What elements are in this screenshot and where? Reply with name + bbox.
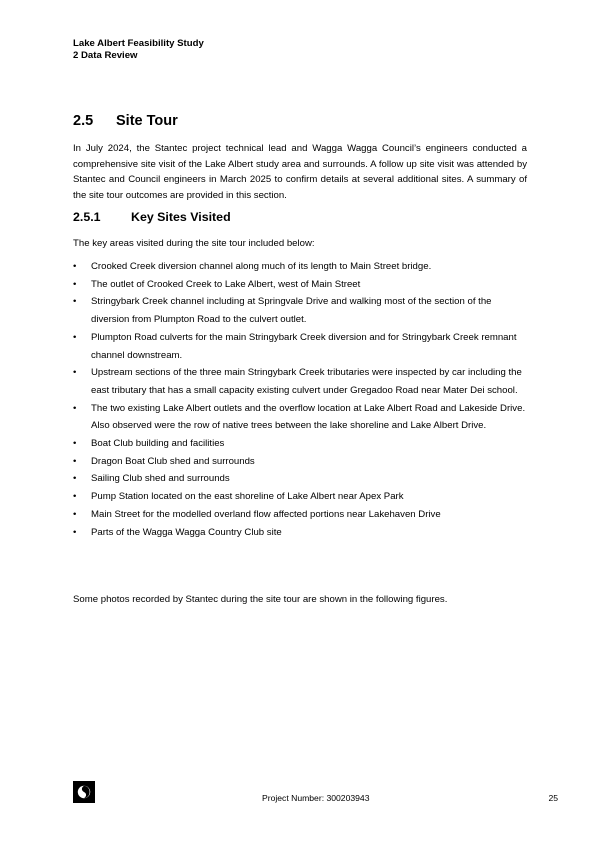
bullet-icon: •: [73, 508, 77, 520]
bullet-icon: •: [73, 473, 77, 485]
list-item: [73, 329, 527, 364]
section-intro-paragraph: In July 2024, the Stantec project technical lead and Wagga Wagga Council’s engineers conducted a comprehensive site visit of the Lake Albert study area and surrounds. A follow up site visit was attended by Stantec and Council engineers in March 2025 to confirm details at several additional sites. A summary of the site tour outcomes are provided in this section.: [73, 143, 527, 202]
bullet-icon: •: [73, 491, 77, 503]
subsection-title: Key Sites Visited: [131, 210, 231, 224]
bullet-icon: •: [73, 278, 77, 290]
list-item: [73, 488, 527, 506]
bullet-icon: •: [73, 455, 77, 467]
bullet-icon: •: [73, 331, 77, 343]
key-sites-list: [73, 258, 527, 541]
list-item-text: Pump Station located on the east shoreline of Lake Albert near Apex Park: [91, 491, 404, 503]
header-study-title: Lake Albert Feasibility Study: [73, 38, 204, 49]
list-item-text: Boat Club building and facilities: [91, 438, 225, 450]
list-item: [73, 293, 527, 328]
bullet-icon: •: [73, 526, 77, 538]
list-item-text: Main Street for the modelled overland flow affected portions near Lakehaven Drive: [91, 508, 441, 520]
subsection-lead-paragraph: The key areas visited during the site tour included below:: [73, 238, 315, 249]
list-item-text: Plumpton Road culverts for the main Stringybark Creek diversion and for Stringybark Creek remnant channel downstream.: [91, 331, 517, 361]
list-item-text: Upstream sections of the three main Stringybark Creek tributaries were inspected by car including the east tributary that has a small capacity existing culvert under Gregadoo Road near Mater Dei school.: [91, 367, 522, 396]
running-header: [73, 38, 204, 62]
section-number: 2.5: [73, 113, 94, 129]
list-item: [73, 276, 527, 294]
list-item: [73, 258, 527, 276]
list-item-text: Stringybark Creek channel including at Springvale Drive and walking most of the section of the diversion from Plumpton Road to the culvert outlet.: [91, 296, 492, 326]
list-item: [73, 506, 527, 524]
section-heading: [73, 112, 178, 130]
list-item: [73, 364, 527, 399]
list-item: [73, 400, 527, 435]
bullet-icon: •: [73, 438, 77, 450]
section-title: Site Tour: [116, 113, 178, 129]
list-item-text: The two existing Lake Albert outlets and the overflow location at Lake Albert Road and Lakeside Drive. Also observed were the row of native trees between the lake shoreline and Lake Albert Drive.: [91, 402, 526, 432]
list-item-text: The outlet of Crooked Creek to Lake Albert, west of Main Street: [91, 278, 361, 290]
bullet-icon: •: [73, 296, 77, 308]
footer-project-number: Project Number: 300203943: [262, 793, 370, 803]
subsection-heading: [73, 209, 231, 225]
list-item: [73, 435, 527, 453]
bullet-icon: •: [73, 367, 77, 379]
list-item-text: Sailing Club shed and surrounds: [91, 473, 230, 485]
bullet-icon: •: [73, 261, 77, 272]
list-item: [73, 524, 527, 542]
list-item: [73, 453, 527, 471]
bullet-icon: •: [73, 402, 77, 414]
page-number: 25: [548, 793, 558, 803]
stantec-logo-icon: [73, 781, 95, 803]
header-chapter-title: 2 Data Review: [73, 50, 138, 61]
closing-paragraph: Some photos recorded by Stantec during the site tour are shown in the following figures.: [73, 594, 448, 605]
subsection-number: 2.5.1: [73, 210, 101, 224]
list-item-text: Dragon Boat Club shed and surrounds: [91, 455, 255, 467]
list-item: [73, 470, 527, 488]
list-item-text: Crooked Creek diversion channel along much of its length to Main Street bridge.: [91, 261, 432, 272]
list-item-text: Parts of the Wagga Wagga Country Club site: [91, 526, 282, 538]
